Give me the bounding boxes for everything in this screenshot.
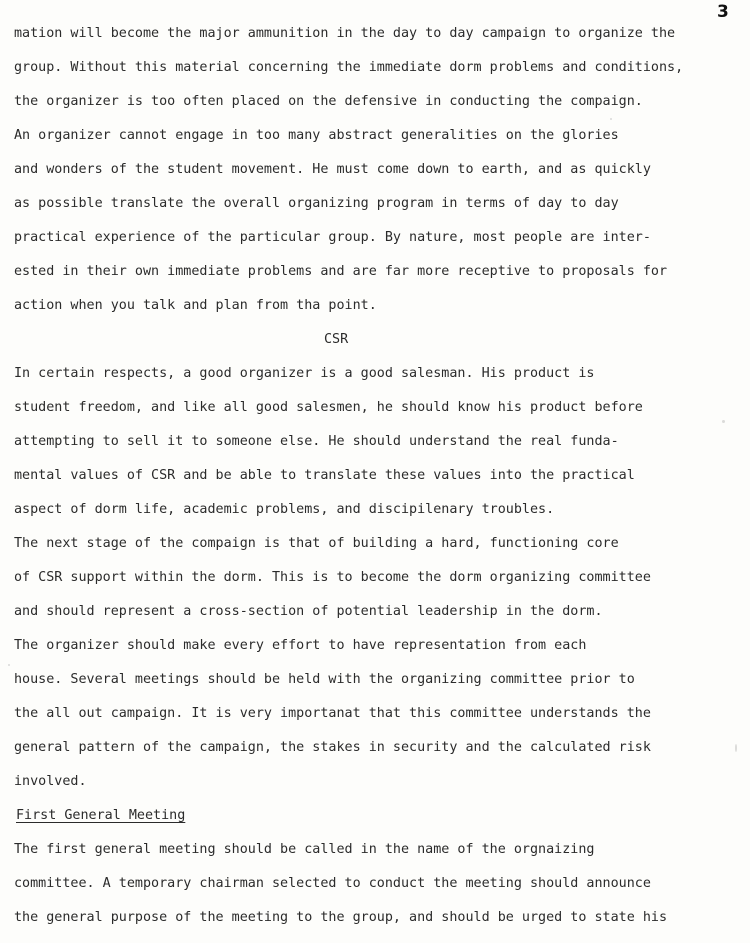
page-number: 3 — [717, 2, 729, 22]
text-line: as possible translate the overall organizing program in terms of day to day — [14, 196, 619, 211]
text-line: practical experience of the particular group. By nature, most people are inter- — [14, 230, 651, 245]
text-line: The organizer should make every effort to have representation from each — [14, 638, 587, 653]
text-line: the all out campaign. It is very importanat that this committee understands the — [14, 706, 651, 721]
scan-speck — [610, 118, 612, 120]
text-line: general pattern of the campaign, the stakes in security and the calculated risk — [14, 740, 651, 755]
text-line: student freedom, and like all good salesmen, he should know his product before — [14, 400, 643, 415]
scan-speck — [735, 744, 737, 752]
text-line: The first general meeting should be called in the name of the orgnaizing — [14, 842, 595, 857]
text-line: group. Without this material concerning the immediate dorm problems and conditions, — [14, 60, 684, 75]
scan-speck — [722, 420, 725, 423]
text-line: In certain respects, a good organizer is a good salesman. His product is — [14, 366, 595, 381]
text-line: involved. — [14, 774, 87, 789]
section-heading-first-general-meeting: First General Meeting — [16, 808, 186, 823]
text-line: house. Several meetings should be held with the organizing committee prior to — [14, 672, 635, 687]
text-line: and should represent a cross-section of potential leadership in the dorm. — [14, 604, 603, 619]
text-line: and wonders of the student movement. He must come down to earth, and as quickly — [14, 162, 651, 177]
text-line: committee. A temporary chairman selected to conduct the meeting should announce — [14, 876, 651, 891]
text-line: ested in their own immediate problems and are far more receptive to proposals for — [14, 264, 668, 279]
scan-speck — [8, 664, 10, 666]
section-heading-csr: CSR — [324, 332, 349, 347]
text-line: mental values of CSR and be able to translate these values into the practical — [14, 468, 635, 483]
text-line: the organizer is too often placed on the defensive in conducting the compaign. — [14, 94, 643, 109]
text-line: mation will become the major ammunition in the day to day campaign to organize the — [14, 26, 676, 41]
text-line: The next stage of the compaign is that of building a hard, functioning core — [14, 536, 619, 551]
text-line: of CSR support within the dorm. This is to become the dorm organizing committee — [14, 570, 651, 585]
text-line: the general purpose of the meeting to the group, and should be urged to state his — [14, 910, 668, 925]
text-line: aspect of dorm life, academic problems, and discipilenary troubles. — [14, 502, 555, 517]
text-line: action when you talk and plan from tha point. — [14, 298, 377, 313]
text-line: An organizer cannot engage in too many abstract generalities on the glories — [14, 128, 619, 143]
text-line: attempting to sell it to someone else. He should understand the real funda- — [14, 434, 619, 449]
